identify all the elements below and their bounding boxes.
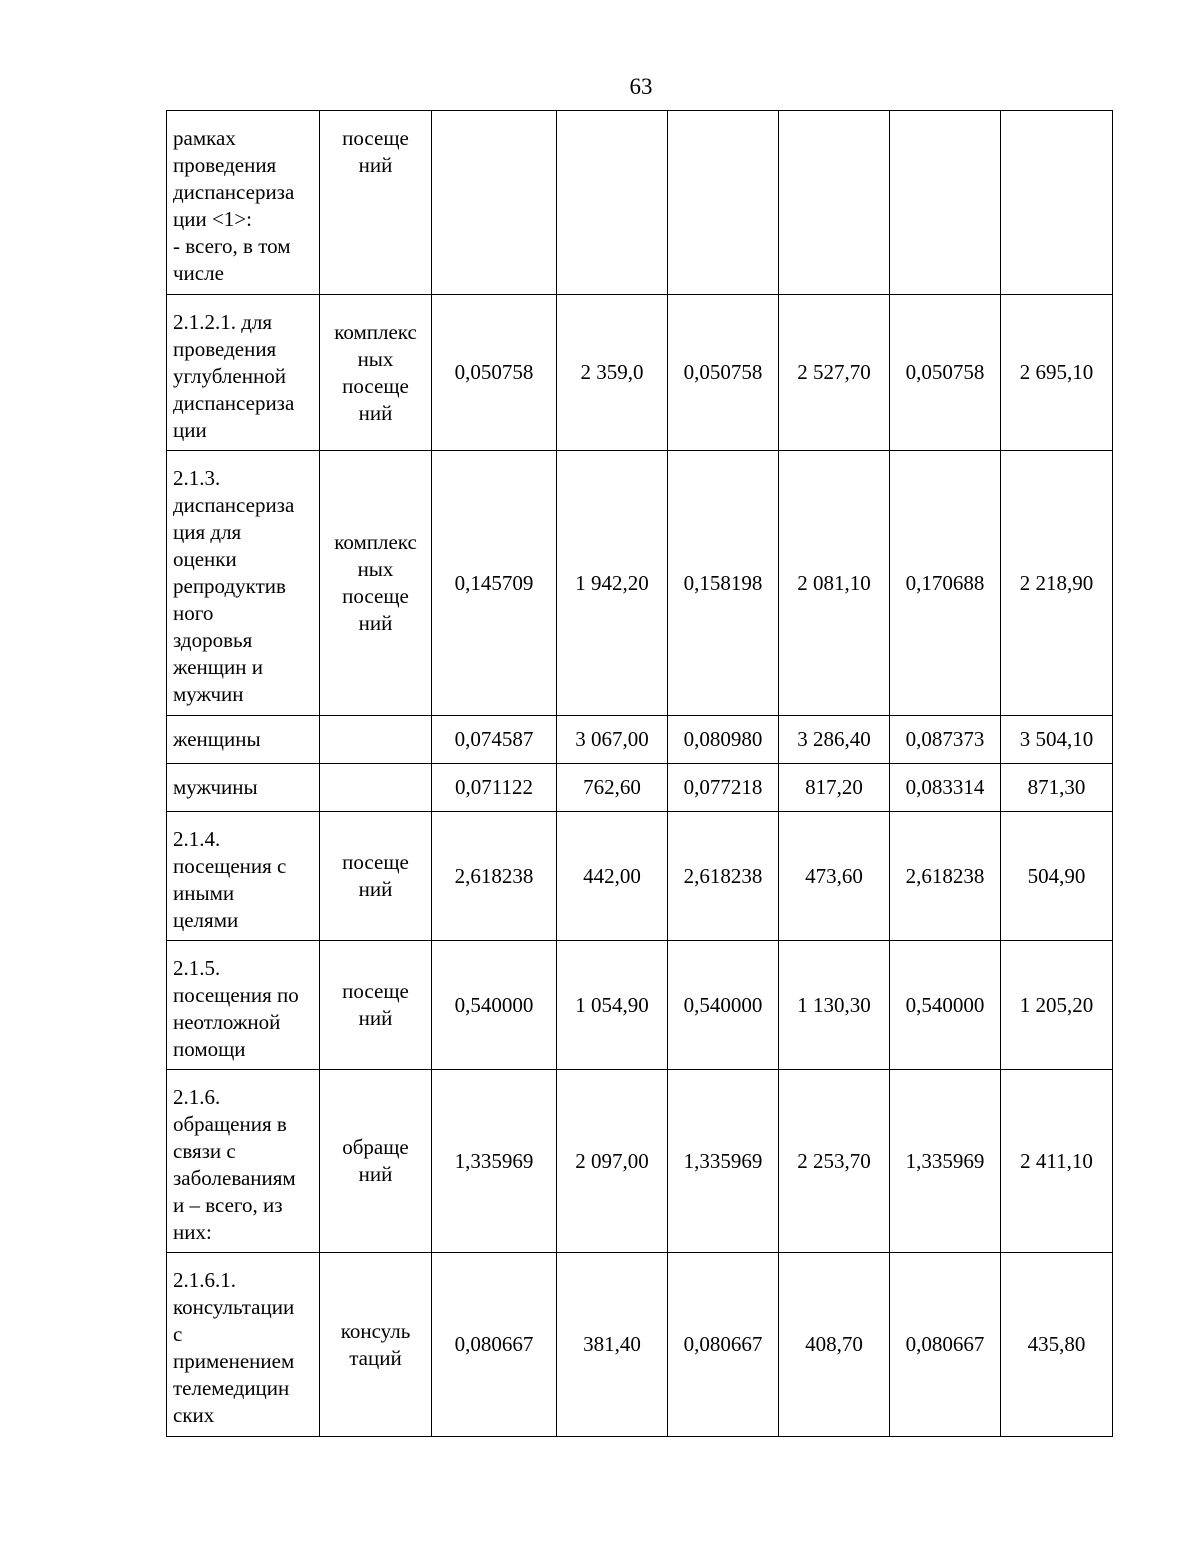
value-cell: 0,074587 bbox=[432, 716, 557, 764]
row-name-cell: рамках проведения диспансериза ции <1>: - всего, в том числе bbox=[167, 111, 320, 295]
value-cell: 2 097,00 bbox=[557, 1070, 668, 1253]
value-cell: 2,618238 bbox=[890, 812, 1001, 941]
table-row bbox=[167, 812, 1113, 941]
value-cell: 3 067,00 bbox=[557, 716, 668, 764]
value-cell: 0,080667 bbox=[890, 1253, 1001, 1437]
value-cell: 0,170688 bbox=[890, 451, 1001, 716]
table-row bbox=[167, 764, 1113, 812]
row-unit-cell bbox=[320, 764, 432, 812]
table-row bbox=[167, 451, 1113, 716]
value-cell: 0,087373 bbox=[890, 716, 1001, 764]
value-cell: 3 286,40 bbox=[779, 716, 890, 764]
value-cell: 0,158198 bbox=[668, 451, 779, 716]
page-number: 63 bbox=[629, 74, 653, 99]
value-cell: 2 253,70 bbox=[779, 1070, 890, 1253]
row-name-cell: 2.1.3. диспансериза ция для оценки репродуктив ного здоровья женщин и мужчин bbox=[167, 451, 320, 716]
value-cell: 0,080667 bbox=[668, 1253, 779, 1437]
value-cell: 2 359,0 bbox=[557, 295, 668, 451]
value-cell: 1 942,20 bbox=[557, 451, 668, 716]
value-cell bbox=[890, 111, 1001, 295]
table-row bbox=[167, 941, 1113, 1070]
value-cell: 3 504,10 bbox=[1001, 716, 1113, 764]
value-cell: 0,083314 bbox=[890, 764, 1001, 812]
value-cell: 1,335969 bbox=[432, 1070, 557, 1253]
value-cell: 0,050758 bbox=[432, 295, 557, 451]
row-unit-cell: комплекс ных посеще ний bbox=[320, 295, 432, 451]
value-cell: 2 527,70 bbox=[779, 295, 890, 451]
value-cell: 435,80 bbox=[1001, 1253, 1113, 1437]
value-cell: 871,30 bbox=[1001, 764, 1113, 812]
row-name-cell: 2.1.6.1. консультации с применением телемедицин ских bbox=[167, 1253, 320, 1437]
value-cell: 2,618238 bbox=[668, 812, 779, 941]
value-cell: 762,60 bbox=[557, 764, 668, 812]
value-cell bbox=[557, 111, 668, 295]
row-name-cell: 2.1.5. посещения по неотложной помощи bbox=[167, 941, 320, 1070]
value-cell: 1 054,90 bbox=[557, 941, 668, 1070]
value-cell: 473,60 bbox=[779, 812, 890, 941]
value-cell: 0,050758 bbox=[890, 295, 1001, 451]
row-unit-cell: обраще ний bbox=[320, 1070, 432, 1253]
row-unit-cell: посеще ний bbox=[320, 111, 432, 295]
value-cell: 504,90 bbox=[1001, 812, 1113, 941]
value-cell: 0,145709 bbox=[432, 451, 557, 716]
table-row bbox=[167, 111, 1113, 295]
value-cell: 2 411,10 bbox=[1001, 1070, 1113, 1253]
value-cell: 381,40 bbox=[557, 1253, 668, 1437]
row-unit-cell bbox=[320, 716, 432, 764]
value-cell: 2,618238 bbox=[432, 812, 557, 941]
value-cell: 2 695,10 bbox=[1001, 295, 1113, 451]
value-cell: 1 130,30 bbox=[779, 941, 890, 1070]
value-cell bbox=[432, 111, 557, 295]
table-row bbox=[167, 1253, 1113, 1437]
value-cell bbox=[1001, 111, 1113, 295]
value-cell bbox=[668, 111, 779, 295]
value-cell: 2 081,10 bbox=[779, 451, 890, 716]
value-cell: 1 205,20 bbox=[1001, 941, 1113, 1070]
value-cell: 0,050758 bbox=[668, 295, 779, 451]
value-cell: 1,335969 bbox=[890, 1070, 1001, 1253]
value-cell: 408,70 bbox=[779, 1253, 890, 1437]
value-cell: 0,080980 bbox=[668, 716, 779, 764]
row-unit-cell: консуль таций bbox=[320, 1253, 432, 1437]
value-cell: 0,071122 bbox=[432, 764, 557, 812]
row-unit-cell: посеще ний bbox=[320, 941, 432, 1070]
table-row bbox=[167, 716, 1113, 764]
value-cell bbox=[779, 111, 890, 295]
row-unit-cell: посеще ний bbox=[320, 812, 432, 941]
value-cell: 0,540000 bbox=[890, 941, 1001, 1070]
table-row bbox=[167, 1070, 1113, 1253]
value-cell: 0,540000 bbox=[432, 941, 557, 1070]
table-row bbox=[167, 295, 1113, 451]
value-cell: 2 218,90 bbox=[1001, 451, 1113, 716]
value-cell: 442,00 bbox=[557, 812, 668, 941]
row-name-cell: женщины bbox=[167, 716, 320, 764]
row-name-cell: 2.1.2.1. для проведения углубленной диспансериза ции bbox=[167, 295, 320, 451]
value-cell: 0,080667 bbox=[432, 1253, 557, 1437]
row-name-cell: 2.1.4. посещения с иными целями bbox=[167, 812, 320, 941]
row-unit-cell: комплекс ных посеще ний bbox=[320, 451, 432, 716]
value-cell: 0,077218 bbox=[668, 764, 779, 812]
value-cell: 1,335969 bbox=[668, 1070, 779, 1253]
row-name-cell: 2.1.6. обращения в связи с заболеваниям и – всего, из них: bbox=[167, 1070, 320, 1253]
value-cell: 0,540000 bbox=[668, 941, 779, 1070]
value-cell: 817,20 bbox=[779, 764, 890, 812]
table-body bbox=[167, 111, 1113, 1437]
tariff-table bbox=[166, 110, 1113, 1437]
row-name-cell: мужчины bbox=[167, 764, 320, 812]
